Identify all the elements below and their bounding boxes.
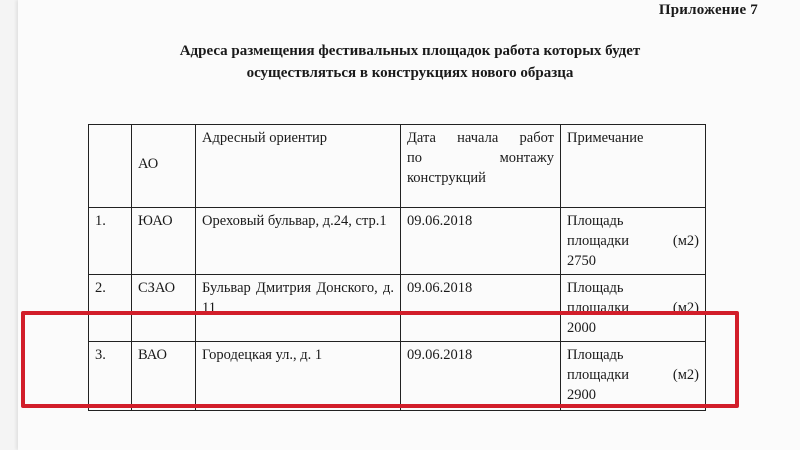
table-row	[89, 208, 706, 275]
header-date-word-3: работ	[519, 130, 554, 146]
row-note-line-2	[567, 298, 699, 318]
row-num: 2.	[89, 275, 132, 342]
row-address: Бульвар Дмитрия Донского, д. 11	[196, 275, 401, 342]
row-note	[561, 208, 706, 275]
row-note-word-area: площадки	[567, 233, 630, 249]
header-ao	[132, 125, 196, 208]
header-note: Примечание	[561, 125, 706, 208]
header-date-word-4: по	[407, 150, 423, 166]
header-date-word-2: начала	[457, 130, 499, 146]
row-ao: СЗАО	[132, 275, 196, 342]
row-num: 1.	[89, 208, 132, 275]
header-address: Адресный ориентир	[196, 125, 401, 208]
row-note-unit: (м2)	[672, 233, 699, 249]
row-date: 09.06.2018	[401, 342, 561, 411]
title-line-2: осуществляться в конструкциях нового образца	[246, 65, 574, 81]
row-note-value: 2900	[567, 387, 596, 403]
row-date: 09.06.2018	[401, 275, 561, 342]
row-note-line-1: Площадь	[567, 280, 624, 296]
row-note	[561, 275, 706, 342]
table-header-row	[89, 125, 706, 208]
row-date: 09.06.2018	[401, 208, 561, 275]
header-date-line-1	[407, 128, 554, 148]
header-date	[401, 125, 561, 208]
row-address: Городецкая ул., д. 1	[196, 342, 401, 411]
row-note-word-area: площадки	[567, 300, 630, 316]
row-note-line-1: Площадь	[567, 347, 624, 363]
sites-table	[88, 124, 706, 411]
row-note-line-1: Площадь	[567, 213, 624, 229]
row-note-value: 2750	[567, 253, 596, 269]
header-date-line-2	[407, 148, 554, 168]
row-ao: ВАО	[132, 342, 196, 411]
row-note-value: 2000	[567, 320, 596, 336]
title-line-1: Адреса размещения фестивальных площадок работа которых будет	[179, 43, 641, 59]
header-date-line-3: конструкций	[407, 170, 486, 186]
table-row	[89, 275, 706, 342]
header-ao-label: АО	[138, 156, 159, 172]
header-date-word-1: Дата	[407, 130, 436, 146]
row-address: Ореховый бульвар, д.24, стр.1	[196, 208, 401, 275]
row-note-line-2	[567, 365, 699, 385]
row-ao: ЮАО	[132, 208, 196, 275]
row-note	[561, 342, 706, 411]
row-note-unit: (м2)	[672, 367, 699, 383]
document-title	[100, 40, 720, 84]
row-note-line-2	[567, 231, 699, 251]
row-note-unit: (м2)	[672, 300, 699, 316]
header-date-word-5: монтажу	[499, 150, 554, 166]
header-num	[89, 125, 132, 208]
table-row	[89, 342, 706, 411]
row-num: 3.	[89, 342, 132, 411]
appendix-label: Приложение 7	[658, 2, 758, 18]
row-note-word-area: площадки	[567, 367, 630, 383]
